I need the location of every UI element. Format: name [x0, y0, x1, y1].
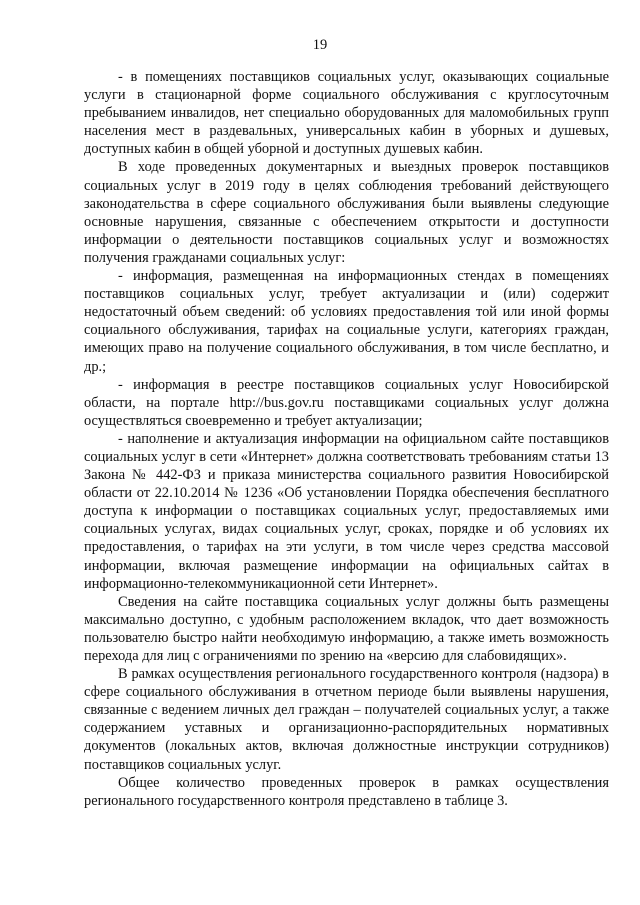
paragraph-accessibility-facilities: - в помещениях поставщиков социальных услуг, оказывающих социальные услуги в стационарной форме социального обслуживания с круглосуточным пребыванием инвалидов, нет специально оборудованных для маломобильных групп населения мест в раздевальных, универсальных кабин в уборных и душевых, доступных кабин в общей уборной и доступных душевых кабин.: [84, 69, 609, 158]
page-number: 19: [312, 37, 328, 53]
paragraph-website-accessibility: Сведения на сайте поставщика социальных услуг должны быть размещены максимально доступно, с удобным расположением вкладок, что дает возможность пользователю быстро найти необходимую информацию, а также иметь возможность перехода для лиц с ограничениями по зрению на «версию для слабовидящих».: [84, 593, 609, 664]
paragraph-regional-control: В рамках осуществления регионального государственного контроля (надзора) в сфере социального обслуживания в отчетном периоде были выявлены нарушения, связанные с ведением личных дел граждан – получателей социальных услуг, а также содержанием уставных и организационно-распорядительных нормативных документов (локальных актов, включая должностные инструкции сотрудников) поставщиков социальных услуг.: [84, 666, 609, 773]
paragraph-information-stands: - информация, размещенная на информационных стендах в помещениях поставщиков социальных услуг, требует актуализации и (или) содержит недостаточный объем сведений: об условиях предоставления той или иной формы социального обслуживания, тарифах на социальные услуги, категориях граждан, имеющих право на получение социального обслуживания, в том числе бесплатно, и др.;: [84, 268, 609, 375]
paragraph-official-website: - наполнение и актуализация информации на официальном сайте поставщиков социальных услуг в сети «Интернет» должна соответствовать требованиям статьи 13 Закона № 442-ФЗ и приказа министерства социального развития Новосибирской области от 22.10.2014 № 1236 «Об установлении Порядка обеспечения бесплатного доступа к информации о поставщиках социальных услуг, предоставляемых ими социальных услугах, видах социальных услуг, сроках, порядке и об условиях их предоставления, о тарифах на эти услуги, в том числе через средства массовой информации, включая размещение информации на официальных сайтах в информационно-телекоммуникационной сети Интернет».: [84, 430, 609, 592]
paragraph-inspections-intro: В ходе проведенных документарных и выездных проверок поставщиков социальных услуг в 2019 году в целях соблюдения требований действующего законодательства в сфере социального обслуживания были выявлены следующие основные нарушения, связанные с обеспечением открытости и доступности информации о деятельности поставщиков социальных услуг и возможностях получения гражданами социальных услуг:: [84, 159, 609, 266]
paragraph-inspection-count: Общее количество проведенных проверок в рамках осуществления регионального государственного контроля представлено в таблице 3.: [84, 774, 609, 809]
paragraph-provider-registry: - информация в реестре поставщиков социальных услуг Новосибирской области, на портале http://bus.gov.ru поставщиками социальных услуг должна осуществляться своевременно и требует актуализации;: [84, 376, 609, 429]
body-text: [84, 68, 609, 810]
